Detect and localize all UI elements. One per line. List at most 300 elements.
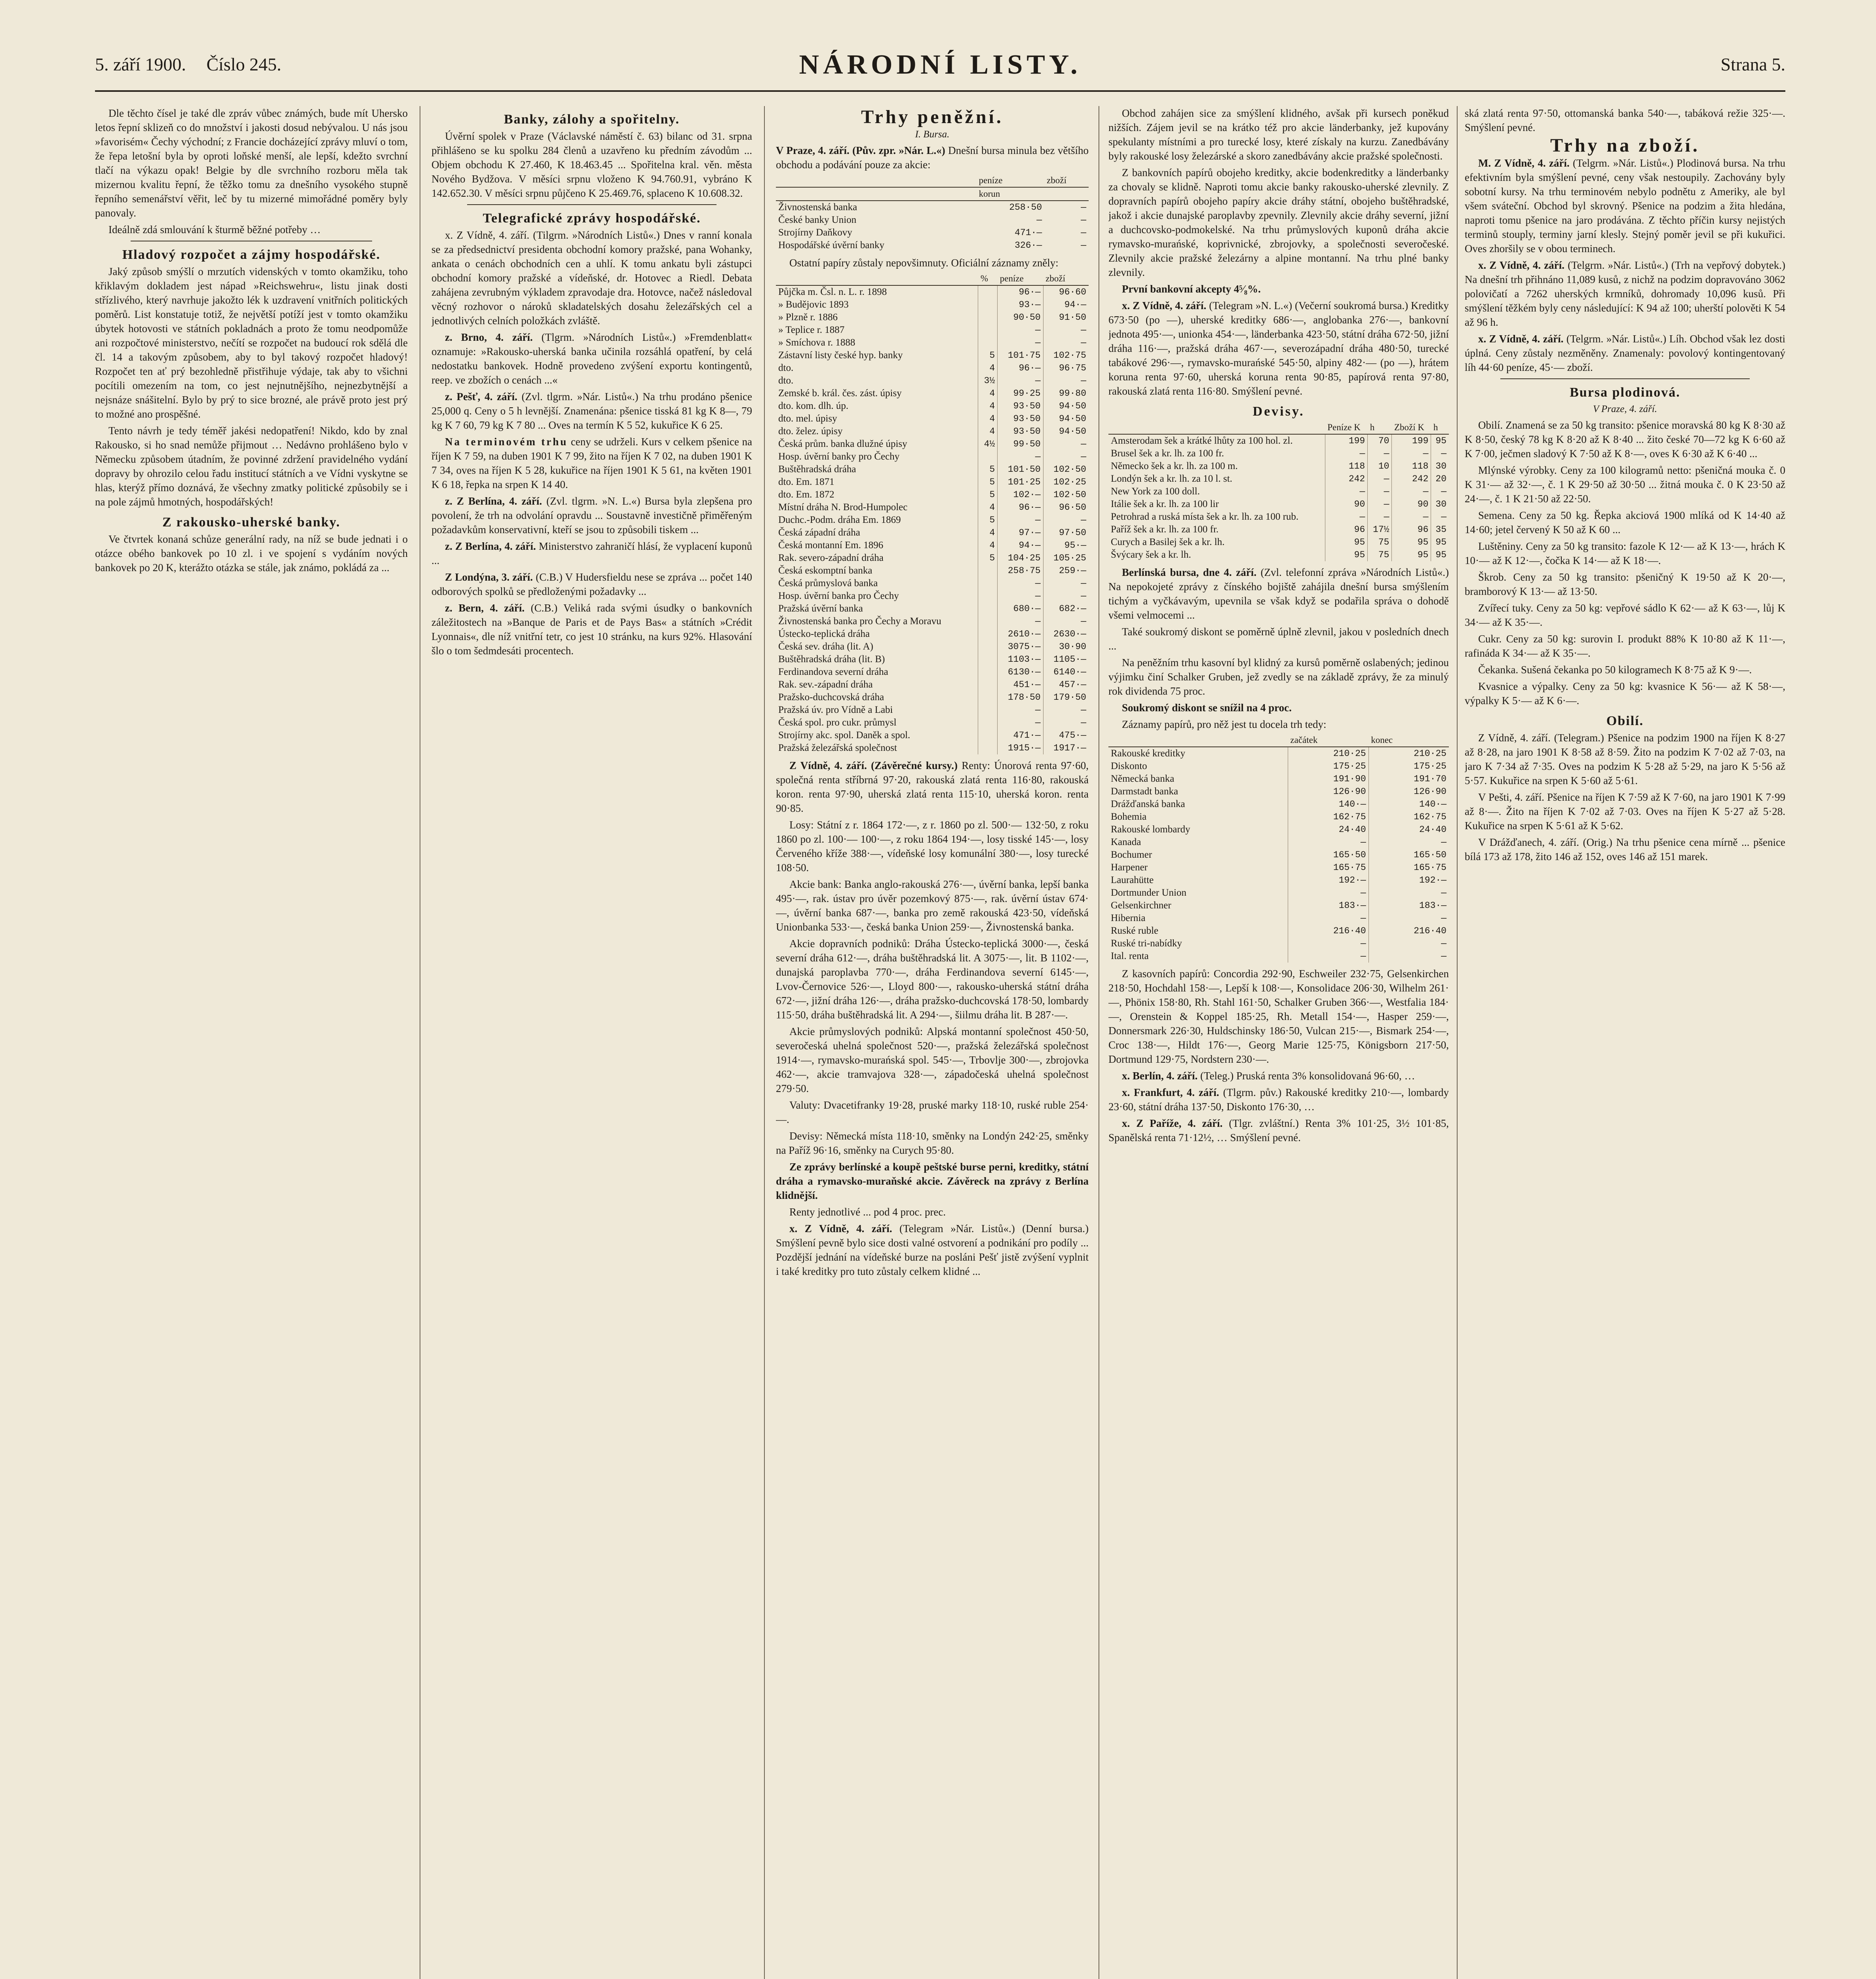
column-1 — [95, 106, 408, 1979]
dateline: V Praze, 4. září. (Pův. zpr. »Nár. L.«) — [776, 144, 945, 156]
dateline: Z Londýna, 3. září. — [445, 571, 533, 583]
table-row — [776, 640, 1089, 653]
row-label: Místní dráha N. Brod-Humpolec — [778, 502, 908, 513]
table-cell: 102·50 — [1043, 463, 1089, 476]
table-row — [776, 678, 1089, 691]
dateline: z. Z Berlína, 4. září. — [445, 540, 536, 552]
row-label: Kanada — [1111, 837, 1141, 847]
table-cell: 30 — [1431, 460, 1449, 473]
article-paragraph: Semena. Ceny za 50 kg. Řepka akciová 1900 mlíká od K 14·40 až 14·60; jetel červený K 50 až K 60 ... — [1465, 509, 1785, 536]
table-header-row — [776, 174, 1089, 187]
table-header-cell: začátek — [1288, 734, 1369, 747]
table-cell: 140·— — [1288, 798, 1369, 811]
dateline: z. Pešť, 4. září. — [445, 391, 517, 403]
row-label: Česká spol. pro cukr. průmysl — [778, 717, 897, 728]
row-label: Strojírny Daňkovy — [778, 227, 852, 238]
table-cell: — — [1288, 937, 1369, 950]
table-cell: — — [1081, 215, 1086, 225]
table-cell: 35 — [1431, 523, 1449, 536]
table-cell: 95 — [1325, 549, 1368, 561]
row-label: Živnostenská banka pro Čechy a Moravu — [778, 616, 941, 627]
dateline: M. Z Vídně, 4. září. — [1478, 157, 1570, 169]
dateline: z. Bern, 4. září. — [445, 602, 525, 614]
table-cell — [978, 653, 998, 666]
table-cell: 3½ — [978, 374, 998, 387]
article-text: (Telgrm. »Nár. Listů«.) Plodinová bursa. Na trhu efektivním byla smýšlení pevné, ceny však nestoupily. Zachovány byly sobotní kursy. Na trhu terminovém nebylo podnětu z Ameriky, ale byl všem sváteční. Obchod byl skrovný. Pšenice na podzim a žita hledána, naproti tomu pšenice na jaro prodávána. Z těchto příčin kursy nejistých terminů stouply, terminy jarní klesly. Stejný poměr jevil se při kukuřici. Oves zhoršily se v obou terminech. — [1465, 157, 1785, 254]
article-paragraph: Čekanka. Sušená čekanka po 50 kilogramech K 8·75 až K 9·—. — [1478, 664, 1752, 676]
row-label: Česká montanní Em. 1896 — [778, 540, 884, 551]
table-row — [1108, 549, 1449, 561]
table-row — [1108, 887, 1449, 899]
table-cell: 1103·— — [998, 653, 1043, 666]
row-label: Buštěhradská dráha (lit. B) — [778, 654, 885, 665]
table-row — [776, 362, 1089, 374]
table-cell: 104·25 — [998, 552, 1043, 564]
article-text: (Zvl. tlgrm. »Nár. Listů«.) Na trhu prodáno pšenice 25,000 q. Ceny o 5 h levnější. Znamenána: pšenice tisská 81 kg K 8—, 79 kg K 7 60, 79 kg K 7 80 ... Oves na termín K 5 52, kukuřice K 6 25. — [431, 391, 752, 431]
table-cell: 95 — [1325, 536, 1368, 549]
table-cell: — — [1431, 447, 1449, 460]
article-paragraph: V Pešti, 4. září. Pšenice na říjen K 7·59 až K 7·60, na jaro 1901 K 7·99 až 8·—. Žito na říjen K 7·02 až 7·03. Oves na říjen K 5·27 až 5·28. Kukuřice na srpen K 5·61 až K 5·62. — [1465, 791, 1785, 832]
table-row — [1108, 785, 1449, 798]
table-row — [776, 526, 1089, 539]
row-label: Bohemia — [1111, 811, 1147, 822]
table-row — [776, 214, 1089, 226]
article-paragraph: Dle těchto čísel je také dle zpráv vůbec známých, bude mít Uhersko letos řepní sklizeň co do množství i jakosti dosud nebývalou. U nás jsou »favorisém« Čechy východní; z Francie docházející zprávy mluví o tom, že řepa letošní byla by oproti loňské menší, ale lepší, kdežto svrchní tlačí na výkazu opak! Belgie by dle svrchního rozboru měla tak mizernou kvalitu řepní, že těžko tomu za dnešního vysokého stupně řepního semenářství věřit, leč by tu mizerné mimořádné poměry byly panovaly. — [95, 107, 408, 219]
article-paragraph: Akcie průmyslových podniků: Alpská montanní společnost 450·50, severočeská uhelná společnost 520·—, pražská železářská společnost 1914·—, rymavsko-murańská spol. 545·—, Trbovlje 300·—, zbrojovka 462·—, akcie tramvajova 328·—, západočeská uhelná společnost 279·50. — [776, 1026, 1089, 1094]
row-label: dto. — [778, 375, 794, 386]
row-label: Německo šek a kr. lh. za 100 m. — [1111, 461, 1238, 471]
row-label: dto. mel. úpisy — [778, 413, 837, 424]
table-row — [1108, 836, 1449, 849]
table-cell: 165·75 — [1288, 861, 1369, 874]
table-cell: 4 — [978, 526, 998, 539]
table-cell: 93·50 — [998, 425, 1043, 438]
article-paragraph: Valuty: Dvacetifranky 19·28, pruské marky 118·10, ruské ruble 254·—. — [776, 1099, 1089, 1125]
table-cell: — — [1325, 447, 1368, 460]
table-cell: — — [998, 716, 1043, 729]
table-row — [1108, 773, 1449, 785]
table-cell — [978, 691, 998, 704]
article-paragraph: Devisy: Německá místa 118·10, směnky na Londýn 242·25, směnky na Paříž 96·16, směnky na Curych 95·80. — [776, 1130, 1089, 1156]
table-row — [776, 425, 1089, 438]
table-row — [776, 577, 1089, 590]
article-heading: Hladový rozpočet a zájmy hospodářské. — [122, 247, 381, 262]
table-cell: 216·40 — [1369, 925, 1449, 937]
column-rule — [1457, 106, 1458, 1979]
table-cell: — — [998, 577, 1043, 590]
article-text: (Telgrm. »Nár. Listů«.) (Trh na vepřový dobytek.) Na dnešní trh přihnáno 11,089 kusů, z nichž na podzim dopravováno 3062 polovičatí a 7262 uherských krmníků, dohromady 10,096 kusů. Při smýšlení těžkém byly ceny následující: K 94 až 100; uherští polověti K 54 až 96 h. — [1465, 259, 1785, 328]
table-row — [776, 615, 1089, 628]
table-row — [776, 564, 1089, 577]
table-cell: 165·50 — [1369, 849, 1449, 861]
table-row — [776, 374, 1089, 387]
table-cell: 175·25 — [1288, 760, 1369, 773]
table-cell: 20 — [1431, 473, 1449, 485]
table-header-row — [776, 272, 1089, 285]
table-cell: 96·— — [998, 501, 1043, 514]
table-row — [1108, 485, 1449, 498]
table-cell: 178·50 — [998, 691, 1043, 704]
table-cell: — — [1325, 511, 1368, 523]
row-label: Pražská úvěrní banka — [778, 603, 863, 614]
row-label: » Budějovic 1893 — [778, 299, 849, 310]
section-heading: Telegrafické zprávy hospodářské. — [483, 211, 701, 226]
article-text: (Telgrm. »Nár. Listů«.) Líh. Obchod však lez dosti úplná. Ceny zůstaly nezměněny. Znamenaly: povolový kontingentovaný líh 44·60 peníze, 45·— zboží. — [1465, 333, 1785, 373]
article-text: (Teleg.) Pruská renta 3% konsolidovaná 96·60, … — [1200, 1070, 1415, 1082]
column-4 — [1108, 106, 1449, 1979]
table-cell: 96·75 — [1043, 362, 1089, 374]
table-cell: — — [1368, 473, 1392, 485]
section-subtitle: I. Bursa. — [915, 129, 950, 140]
row-label: Pražská úv. pro Vídně a Labi — [778, 705, 893, 715]
article-text: Dnešní bursa minula bez většího obchodu a podávání pouze za akcie: — [776, 144, 1089, 171]
article-paragraph: Jaký způsob smýšlí o mrzutích videnských v tomto okamžiku, toho křiklavým dokladem jest nápad »Reichswehru«, listu jinak dosti střízlivého, který navrhuje jakožto lék k uzdravení vnitřních politických poměrů. List konstatuje totiž, že největší potíží jest v tomto okamžiku úbytek hotovosti ve státních pokladnách a proto že tomu neodpomůže ani rozpočtové ministerstvo, nečítí se rozpočet na budoucí rok sdělá dle čl. 14 a takovým způsobem, aby to byl takový rozpočet hladový! Rozpočet ten ať prý bezohledně přistřihuje výdaje, tak aby to všichni pocítili omezením na tom, co jest nejnutnějšího, nejnezbytnější a nejsnáze snášitelní. Bylo by prý to sice brozné, ale právě proto jest prý to možné ano prospěšné. — [95, 266, 408, 420]
page-header — [95, 47, 1785, 92]
table-cell — [978, 450, 998, 463]
table-cell: 96 — [1392, 523, 1431, 536]
row-label: Buštěhradská dráha — [778, 464, 856, 475]
table-cell: — — [1392, 447, 1431, 460]
table-cell — [978, 590, 998, 602]
table-row — [776, 400, 1089, 412]
section-title: Trhy na zboží. — [1550, 135, 1700, 156]
row-label: Hibernia — [1111, 913, 1146, 923]
table-cell — [978, 678, 998, 691]
row-label: Diskonto — [1111, 761, 1147, 771]
table-cell: — — [998, 704, 1043, 716]
table-cell: — — [1369, 950, 1449, 963]
table-cell — [978, 324, 998, 336]
table-cell: — — [1368, 511, 1392, 523]
row-label: Duchc.-Podm. dráha Em. 1869 — [778, 515, 901, 525]
table-cell: — — [1081, 228, 1086, 238]
row-label: Itálie šek a kr. lh. za 100 lir — [1111, 499, 1219, 509]
column-rule — [764, 106, 765, 1979]
row-label: » Teplice r. 1887 — [778, 325, 845, 335]
row-label: Ital. renta — [1111, 951, 1149, 961]
table-cell: 30 — [1431, 498, 1449, 511]
table-header-cell — [1108, 421, 1325, 434]
row-label: Rakouské lombardy — [1111, 824, 1190, 835]
table-cell: 118 — [1392, 460, 1431, 473]
table-cell: 258·50 — [1009, 202, 1042, 213]
table-cell: — — [1288, 887, 1369, 899]
dateline: Berlínská bursa, dne 4. září. — [1122, 566, 1256, 578]
article-text: (Tlgr. zvláštní.) Renta 3% 101·25, 3½ 101·85, Spanělská renta 71·12½, … Smýšlení pevné. — [1108, 1117, 1449, 1143]
dateline: x. Z Paříže, 4. září. — [1122, 1117, 1223, 1129]
table-cell: 192·— — [1369, 874, 1449, 887]
article-paragraph: Losy: Státní z r. 1864 172·—, z r. 1860 po zl. 500·— 132·50, z roku 1860 po zl. 100·— 100·—, z roku 1864 194·—, losy tisské 145·—, losy Červeného kříže 388·—, vídeňské losy komunální 380·—, losy turecké 108·50. — [776, 819, 1089, 874]
table-cell: 99·25 — [998, 387, 1043, 400]
table-cell: — — [1043, 336, 1089, 349]
table-cell — [978, 577, 998, 590]
table-row — [776, 349, 1089, 362]
row-label: Bochumer — [1111, 849, 1152, 860]
table-cell: — — [1368, 498, 1392, 511]
table-row — [776, 729, 1089, 742]
dateline: x. Z Vídně, 4. září. — [1478, 333, 1564, 345]
table-cell: 6130·— — [998, 666, 1043, 678]
table-cell: 75 — [1368, 536, 1392, 549]
table-cell: 101·75 — [998, 349, 1043, 362]
table-row — [776, 285, 1089, 298]
table-row — [776, 239, 1089, 252]
table-cell: 4 — [978, 501, 998, 514]
table-row — [1108, 798, 1449, 811]
table-header-cell — [776, 187, 977, 201]
section-title: Trhy peněžní. — [861, 106, 1004, 127]
table-cell: — — [1392, 511, 1431, 523]
table-cell: 96·50 — [1043, 501, 1089, 514]
article-paragraph: Obchod zahájen sice za smýšlení klidného, avšak při kursech poněkud nižších. Zájem jevil se na krátko též pro akcie länderbanky, jež kupovány spekulanty místními a pro turecké losy, které získaly na kurzu. Zanedbávány byly rakouské losy železárské a skoro zanedbávány akcie pražské společnosti. — [1108, 107, 1449, 162]
table-row — [1108, 874, 1449, 887]
table-row — [1108, 811, 1449, 823]
table-cell: 24·40 — [1369, 823, 1449, 836]
table-cell: 3075·— — [998, 640, 1043, 653]
table-row — [776, 704, 1089, 716]
section-subtitle: V Praze, 4. září. — [1593, 404, 1657, 414]
table-cell: 24·40 — [1288, 823, 1369, 836]
row-label: Zástavní listy české hyp. banky — [778, 350, 903, 361]
table-cell: 191·90 — [1288, 773, 1369, 785]
table-cell: 96·— — [998, 285, 1043, 298]
quote-table-prague — [776, 174, 1089, 252]
table-cell: — — [1288, 912, 1369, 925]
table-cell: — — [1043, 450, 1089, 463]
article-paragraph: Ostatní papíry zůstaly nepovšimnuty. Oficiální záznamy zněly: — [789, 257, 1059, 269]
row-label: Curych a Basilej šek a kr. lh. — [1111, 537, 1225, 547]
table-row — [776, 590, 1089, 602]
row-label: Ruské tri-nabídky — [1111, 938, 1182, 949]
table-header-cell: konec — [1369, 734, 1449, 747]
issue-number: Číslo 245. — [206, 54, 281, 74]
table-cell: — — [1288, 836, 1369, 849]
row-label: Brusel šek a kr. lh. za 100 fr. — [1111, 448, 1224, 459]
table-header-cell: korun — [977, 187, 1045, 201]
table-row — [776, 324, 1089, 336]
table-cell: — — [998, 336, 1043, 349]
table-cell: 259·— — [1043, 564, 1089, 577]
berlin-quotes-table — [1108, 734, 1449, 963]
table-cell: 95 — [1392, 549, 1431, 561]
table-cell: 175·25 — [1369, 760, 1449, 773]
column-3 — [776, 106, 1089, 1979]
row-label: Česká prům. banka dlužné úpisy — [778, 439, 907, 449]
article-paragraph: Na peněžním trhu kasovní byl klidný za kursů poměrně oslabených; jedinou výjimku činí Schalker Gruben, jež zvedly se na základě zprávy, že za minulý rok dividenda 75 proc. — [1108, 657, 1449, 697]
row-label: dto. želez. úpisy — [778, 426, 843, 437]
article-paragraph: Akcie bank: Banka anglo-rakouská 276·—, úvěrní banka, lepší banka 495·—, rak. ústav pro úvěr pozemkový 875·—, rak. úvěrní ústav 674·—, úvěrní banka 687·—, banka pro země rakouská 423·50, vídeňská Unionbanka 533·—, česká banka Union 259·—, Živnostenská banka. — [776, 878, 1089, 933]
table-cell: 183·— — [1369, 899, 1449, 912]
row-label: Rak. severo-západní dráha — [778, 553, 884, 563]
section-heading: Obilí. — [1606, 714, 1644, 728]
table-header-row — [1108, 734, 1449, 747]
table-cell: 95 — [1392, 536, 1431, 549]
table-header-cell — [1108, 734, 1288, 747]
row-label: Strojírny akc. spol. Daněk a spol. — [778, 730, 910, 741]
table-cell — [978, 285, 998, 298]
table-row — [1108, 823, 1449, 836]
row-label: České banky Union — [778, 215, 857, 225]
article-paragraph: Kvasnice a výpalky. Ceny za 50 kg: kvasnice K 56·— až K 58·—, výpalky K 5·— až K 6·—. — [1465, 680, 1785, 707]
table-cell: 126·90 — [1288, 785, 1369, 798]
table-cell: 199 — [1392, 434, 1431, 447]
row-label: Česká sev. dráha (lit. A) — [778, 641, 873, 652]
table-cell: 90 — [1392, 498, 1431, 511]
dateline: x. Z Vídně, 4. září. — [789, 1223, 892, 1235]
table-cell: 326·— — [1015, 240, 1042, 251]
article-paragraph: Obilí. Znamená se za 50 kg transito: pšenice moravská 80 kg K 8·30 až K 8·50, český 78 kg K 8·20 až K 8·40 ... žito české 70—72 kg K 6·60 až K 7·00, ječmen sladový K 7·50 až K 8·—, oves K 6·30 až K 6·40 ... — [1465, 419, 1785, 460]
table-row — [1108, 912, 1449, 925]
article-text: (C.B.) V Hudersfieldu nese se zpráva ... počet 140 odborových spolků se předloženými požadavky ... — [431, 571, 752, 597]
article-paragraph: Soukromý diskont se snížil na 4 proc. — [1122, 702, 1292, 714]
table-cell: 102·50 — [1043, 488, 1089, 501]
table-row — [1108, 473, 1449, 485]
issue-date: 5. září 1900. — [95, 54, 186, 74]
article-paragraph: Renty jednotlivé ... pod 4 proc. prec. — [789, 1206, 946, 1218]
table-cell: 216·40 — [1288, 925, 1369, 937]
table-header-cell — [776, 272, 978, 285]
subheading: Na terminovém trhu — [445, 436, 568, 448]
row-label: Hospodářské úvěrní banky — [778, 240, 884, 251]
article-paragraph: ská zlatá renta 97·50, ottomanská banka 540·—, tabáková režie 325·—. Smýšlení pevné. — [1465, 107, 1785, 133]
table-cell: 70 — [1368, 434, 1392, 447]
table-cell — [978, 716, 998, 729]
table-row — [776, 311, 1089, 324]
table-cell: 471·— — [998, 729, 1043, 742]
table-row — [1108, 861, 1449, 874]
row-label: dto. Em. 1871 — [778, 477, 834, 487]
table-cell: 191·70 — [1369, 773, 1449, 785]
article-paragraph: Cukr. Ceny za 50 kg: surovin I. produkt 88% K 10·80 až K 11·—, rafináda K 34·— až K 35·—. — [1465, 633, 1785, 659]
table-cell: 95 — [1431, 536, 1449, 549]
table-cell: 682·— — [1043, 602, 1089, 615]
table-cell: 165·75 — [1369, 861, 1449, 874]
row-label: Ruské ruble — [1111, 925, 1159, 936]
article-text: ceny se udrželi. Kurs v celkem pšenice na říjen K 7 59, na duben 1901 K 7 99, žito na říjen K 7 02, na duben 1901 K 7 34, oves na říjen K 5 28, kukuřice na říjen 1901 K 5 61, na květen 1901 K 6 18, řepka na srpen K 14 40. — [431, 436, 752, 490]
table-cell: 1917·— — [1043, 742, 1089, 754]
table-cell: 4 — [978, 400, 998, 412]
table-cell — [978, 615, 998, 628]
table-row — [776, 552, 1089, 564]
table-header-cell: % — [978, 272, 998, 285]
table-row — [776, 476, 1089, 488]
row-label: Česká západní dráha — [778, 527, 860, 538]
article-text: (C.B.) Veliká rada svými úsudky o bankovních záležitostech na »Banque de Paris et de Pays Bas« a státních »Crédit Lyonnais«, dle níž vnitřní tetr, co jest 10 stránku, na kurs 92%. Hlasování šlo o tom šedmdesáti procentech. — [431, 602, 752, 657]
table-row — [1108, 937, 1449, 950]
row-label: New York za 100 doll. — [1111, 486, 1200, 497]
table-header-cell: zboží — [1044, 174, 1089, 187]
table-cell: 162·75 — [1369, 811, 1449, 823]
table-cell — [978, 336, 998, 349]
table-cell: 5 — [978, 552, 998, 564]
table-cell: — — [998, 324, 1043, 336]
table-cell: — — [1369, 836, 1449, 849]
table-cell: 210·25 — [1288, 747, 1369, 760]
masthead-title: NÁRODNÍ LISTY. — [799, 49, 1082, 80]
row-label: Dortmunder Union — [1111, 887, 1186, 898]
row-label: » Smíchova r. 1888 — [778, 337, 855, 348]
row-label: Půjčka m. Čsl. n. L. r. 1898 — [778, 287, 887, 297]
table-row — [1108, 536, 1449, 549]
article-paragraph: Luštěniny. Ceny za 50 kg transito: fazole K 12·— až K 13·—, hrách K 10·— až K 12·—, čočka K 14·— až K 18·—. — [1465, 540, 1785, 566]
table-header-cell: Zboží K — [1392, 421, 1431, 434]
table-cell: 90·50 — [998, 311, 1043, 324]
table-cell: 95 — [1431, 549, 1449, 561]
table-cell — [978, 311, 998, 324]
table-cell: 199 — [1325, 434, 1368, 447]
table-cell: 93·50 — [998, 412, 1043, 425]
official-quotes-table — [776, 272, 1089, 754]
section-heading: Banky, zálohy a spořitelny. — [504, 112, 680, 127]
table-cell: — — [998, 590, 1043, 602]
table-row — [1108, 925, 1449, 937]
devisy-table — [1108, 421, 1449, 561]
table-cell: — — [1036, 215, 1042, 225]
table-row — [776, 691, 1089, 704]
row-label: Harpener — [1111, 862, 1148, 873]
article-paragraph: Mlýnské výrobky. Ceny za 100 kilogramů netto: pšeničná mouka č. 0 K 31·— až 32·—, č. 1 K 29·50 až 30·50 ... žitná mouka č. 0 K 23·50 až 24·—, č. 1 K 21·50 až 22·50. — [1465, 464, 1785, 505]
dateline: z. Z Berlína, 4. září. — [445, 495, 542, 507]
divider — [467, 204, 717, 205]
table-cell: — — [998, 450, 1043, 463]
table-header-row — [776, 187, 1089, 201]
table-cell: 210·25 — [1369, 747, 1449, 760]
table-row — [776, 742, 1089, 754]
table-cell: 4 — [978, 412, 998, 425]
table-cell — [978, 666, 998, 678]
table-row — [1108, 747, 1449, 760]
row-label: Pražsko-duchcovská dráha — [778, 692, 884, 703]
row-label: Česká průmyslová banka — [778, 578, 878, 589]
table-row — [1108, 849, 1449, 861]
table-cell: — — [1043, 704, 1089, 716]
table-cell: 4½ — [978, 438, 998, 450]
table-row — [1108, 447, 1449, 460]
table-cell: 5 — [978, 514, 998, 526]
table-cell: — — [1368, 485, 1392, 498]
article-text: Renty: Únorová renta 97·60, společná renta stříbrná 97·20, rakouská zlatá renta 116·80, rakouská koron. renta 97·90, uherská zlatá renta 115·10, uherská koron. renta 90·85. — [776, 760, 1089, 814]
article-paragraph: Z kasovních papírů: Concordia 292·90, Eschweiler 232·75, Gelsenkirchen 218·50, Hochdahl 158·—, Lepší k 108·—, Konsolidace 206·30, Wilhelm 261·—, Phönix 158·80, Rh. Stahl 161·50, Schalker Gruben 366·—, Westfalia 184·—, Orenstein & Koppel 185·25, Rh. Metall 154·—, Hasper 259·—, Donnersmark 226·30, Huldschinsky 186·50, Vulcan 215·—, Bismark 254·—, Croc 138·—, Hildt 176·—, Georg Marie 125·75, Königsborn 217·50, Dortmund 129·75, Nordstern 230·—. — [1108, 968, 1449, 1065]
row-label: dto. Em. 1872 — [778, 489, 834, 500]
section-heading: Bursa plodinová. — [1570, 385, 1680, 400]
table-cell: 93·— — [998, 298, 1043, 311]
table-cell: 91·50 — [1043, 311, 1089, 324]
article-text: (Telegram »Nár. Listů«.) (Denní bursa.) Smýšlení pevně bylo sice dosti valné ostvorení a podnikání pro podíly ... Pozdější jednání na vídeňské burze na posláni Pešť jistě zvýšení vyplnit i také kreditky pro tuto zůstaly celkem klidné ... — [776, 1223, 1089, 1277]
table-cell: 101·50 — [998, 463, 1043, 476]
table-row — [776, 666, 1089, 678]
divider — [1500, 378, 1750, 379]
table-cell: 6140·— — [1043, 666, 1089, 678]
table-row — [776, 336, 1089, 349]
page-number: Strana 5. — [1720, 54, 1785, 74]
table-row — [776, 412, 1089, 425]
table-cell — [978, 602, 998, 615]
table-cell: — — [1288, 950, 1369, 963]
table-cell: 94·50 — [1043, 425, 1089, 438]
row-label: Hosp. úvěrní banky pro Čechy — [778, 451, 900, 462]
table-cell: 101·25 — [998, 476, 1043, 488]
row-label: Česká eskomptní banka — [778, 565, 872, 576]
table-cell: 90 — [1325, 498, 1368, 511]
table-row — [776, 226, 1089, 239]
table-cell: 5 — [978, 488, 998, 501]
table-cell: — — [1369, 912, 1449, 925]
row-label: Petrohrad a ruská místa šek a kr. lh. za 100 rub. — [1111, 511, 1299, 522]
table-cell: 179·50 — [1043, 691, 1089, 704]
table-cell: 30·90 — [1043, 640, 1089, 653]
table-cell: — — [1368, 447, 1392, 460]
table-cell: — — [1043, 577, 1089, 590]
